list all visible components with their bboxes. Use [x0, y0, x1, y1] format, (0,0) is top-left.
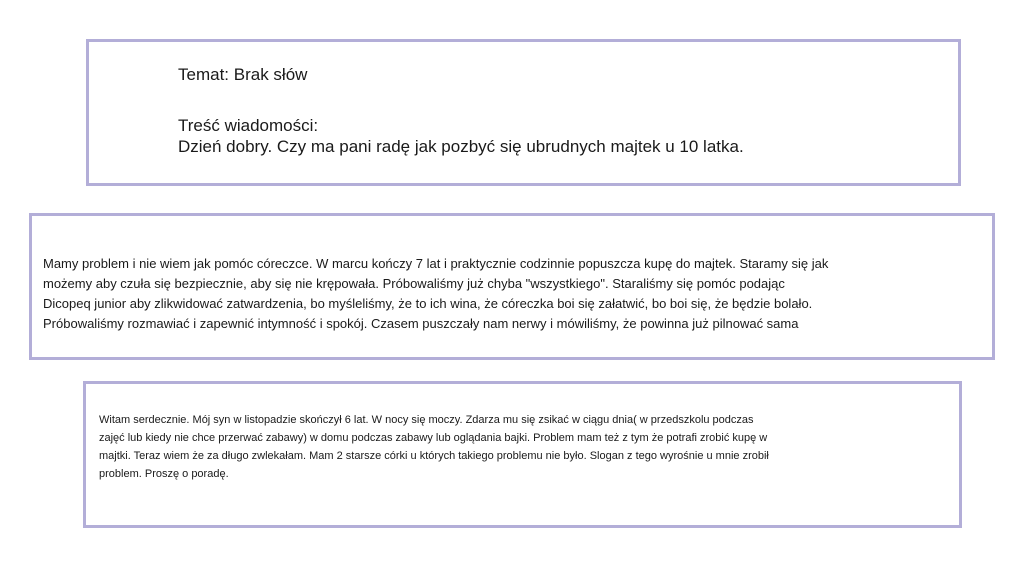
message-body: Dzień dobry. Czy ma pani radę jak pozbyć się ubrudnych majtek u 10 latka.: [178, 137, 744, 156]
message-card-3: [83, 381, 962, 528]
message-line: Dicopeq junior aby zlikwidować zatwardzenia, bo myśleliśmy, że to ich wina, że córeczka boi się załatwić, bo boi się, że będzie bolało.: [43, 296, 813, 311]
message-line: możemy aby czuła się bezpiecznie, aby się nie krępowała. Próbowaliśmy już chyba "wszystkiego". Staraliśmy się pomóc podając: [43, 276, 785, 291]
message-line: Witam serdecznie. Mój syn w listopadzie skończył 6 lat. W nocy się moczy. Zdarza mu się zsikać w ciągu dnia( w przedszkolu podczas: [99, 414, 754, 426]
message-line: problem. Proszę o poradę.: [99, 468, 229, 480]
message-body-label: Treść wiadomości:: [178, 116, 319, 135]
message-card-1: [86, 39, 961, 186]
message-line: Próbowaliśmy rozmawiać i zapewnić intymność i spokój. Czasem puszczały nam nerwy i mówiliśmy, że powinna już pilnować sama: [43, 316, 799, 331]
message-line: zajęć lub kiedy nie chce przerwać zabawy) w domu podczas zabawy lub oglądania bajki. Problem mam też z tym że potrafi zrobić kupę w: [99, 432, 768, 444]
message-subject: Temat: Brak słów: [178, 65, 308, 84]
message-line: majtki. Teraz wiem że za długo zwlekałam. Mam 2 starsze córki u których takiego problemu nie było. Slogan z tego wyrośnie u mnie zrobił: [99, 450, 769, 462]
message-card-2: [29, 213, 995, 360]
message-line: Mamy problem i nie wiem jak pomóc córeczce. W marcu kończy 7 lat i praktycznie codzinnie popuszcza kupę do majtek. Staramy się jak: [43, 256, 829, 271]
